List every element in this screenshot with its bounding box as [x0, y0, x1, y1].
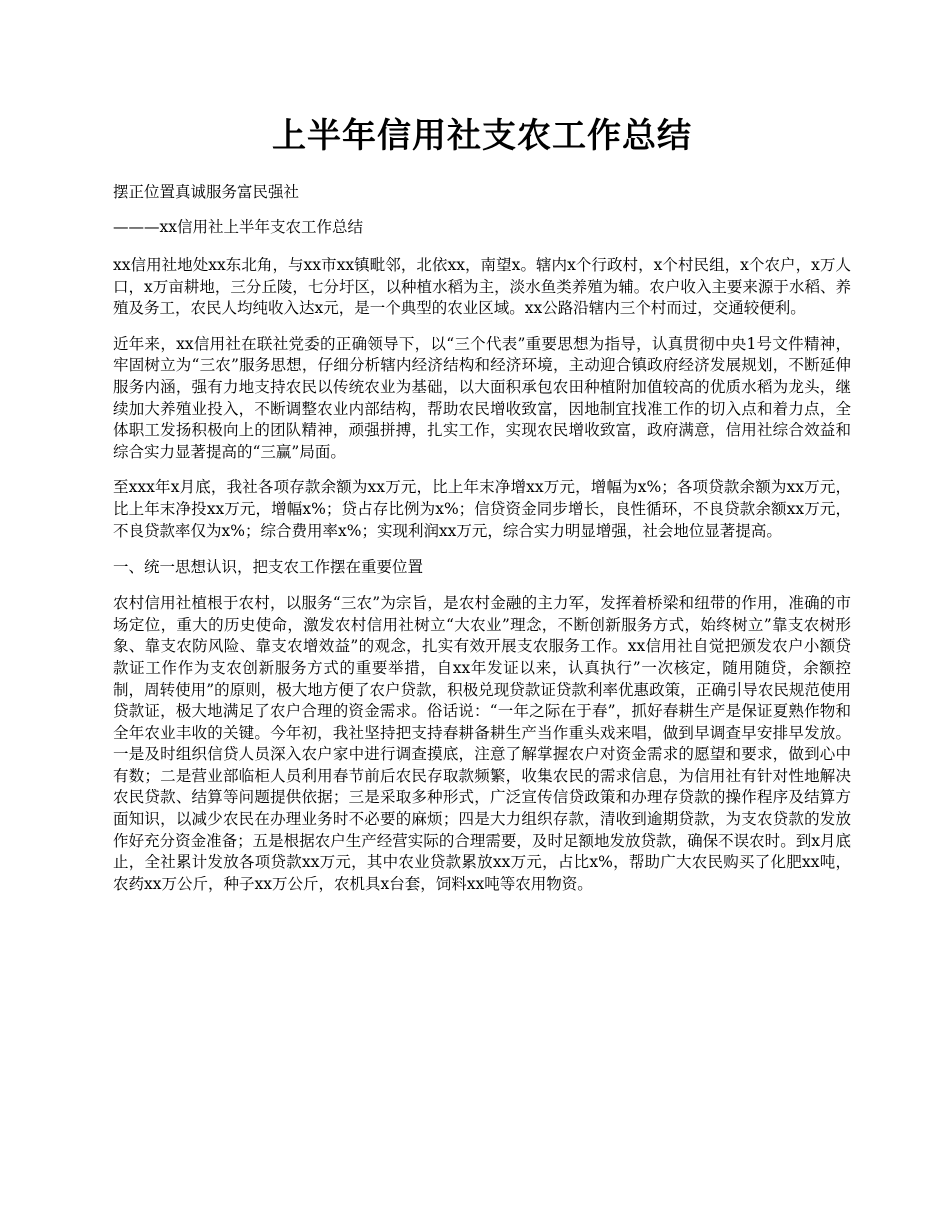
paragraph-achievements: 近年来，xx信用社在联社党委的正确领导下，以“三个代表”重要思想为指导，认真贯彻中央1号文件精神，牢固树立为“三农”服务思想，仔细分析辖内经济结构和经济环境，主动迎合镇政府经济发展规划，不断延伸服务内涵，强有力地支持农民以传统农业为基础，以大面积承包农田种植附加值较高的优质水稻为龙头，继续加大养殖业投入，不断调整农业内部结构，帮助农民增收致富，因地制宜找准工作的切入点和着力点，全体职工发扬积极向上的团队精神，顽强拼搏，扎实工作，实现农民增收致富，政府满意，信用社综合效益和综合实力显著提高的“三赢”局面。: [113, 334, 851, 461]
document-byline: ———xx信用社上半年支农工作总结: [113, 218, 363, 236]
document-title: 上半年信用社支农工作总结: [272, 116, 692, 156]
section-paragraph: 农村信用社植根于农村，以服务“三农”为宗旨，是农村金融的主力军，发挥着桥梁和纽带的作用，准确的市场定位，重大的历史使命，激发农村信用社树立“大农业”理念，不断创新服务方式，始终树立”靠支农树形象、靠支农防风险、靠支农增效益”的观念，扎实有效开展支农服务工作。xx信用社自觉把颁发农户小额贷款证工作作为支农创新服务方式的重要举措，自xx年发证以来，认真执行”一次核定，随用随贷，余额控制，周转使用”的原则，极大地方便了农户贷款，积极兑现贷款证贷款利率优惠政策，正确引导农民规范使用贷款证，极大地满足了农户合理的资金需求。俗话说：“一年之际在于春”，抓好春耕生产是保证夏熟作物和全年农业丰收的关键。今年初，我社坚持把支持春耕备耕生产当作重头戏来唱，做到早调查早安排早发放。一是及时组织信贷人员深入农户家中进行调查摸底，注意了解掌握农户对资金需求的愿望和要求，做到心中有数；二是营业部临柜人员利用春节前后农民存取款频繁，收集农民的需求信息，为信用社有针对性地解决农民贷款、结算等问题提供依据；三是采取多种形式，广泛宣传信贷政策和办理存贷款的操作程序及结算方面知识，以减少农民在办理业务时不必要的麻烦；四是大力组织存款，清收到逾期贷款，为支农贷款的发放作好充分资金准备；五是根据农户生产经营实际的合理需要，及时足额地发放贷款，确保不误农时。到x月底止，全社累计发放各项贷款xx万元，其中农业贷款累放xx万元，占比x%，帮助广大农民购买了化肥xx吨，农药xx万公斤，种子xx万公斤，农机具x台套，饲料xx吨等农用物资。: [113, 594, 851, 893]
paragraph-overview: xx信用社地处xx东北角，与xx市xx镇毗邻，北依xx，南望x。辖内x个行政村，x个村民组，x个农户，x万人口，x万亩耕地，三分丘陵，七分圩区，以种植水稻为主，淡水鱼类养殖为辅。农户收入主要来源于水稻、养殖及务工，农民人均纯收入达x元，是一个典型的农业区域。xx公路沿辖内三个村而过，交通较便利。: [113, 256, 851, 318]
document-page: [113, 0, 851, 895]
section-heading: 一、统一思想认识，把支农工作摆在重要位置: [113, 558, 424, 577]
paragraph-statistics: 至xxx年x月底，我社各项存款余额为xx万元，比上年末净增xx万元，增幅为x%；各项贷款余额为xx万元，比上年末净投xx万元，增幅x%；贷占存比例为x%；信贷资金同步增长，良性循环，不良贷款余额xx万元，不良贷款率仅为x%；综合费用率x%；实现利润xx万元，综合实力明显增强，社会地位显著提高。: [113, 478, 851, 540]
document-subtitle: 摆正位置真诚服务富民强社: [113, 183, 300, 201]
